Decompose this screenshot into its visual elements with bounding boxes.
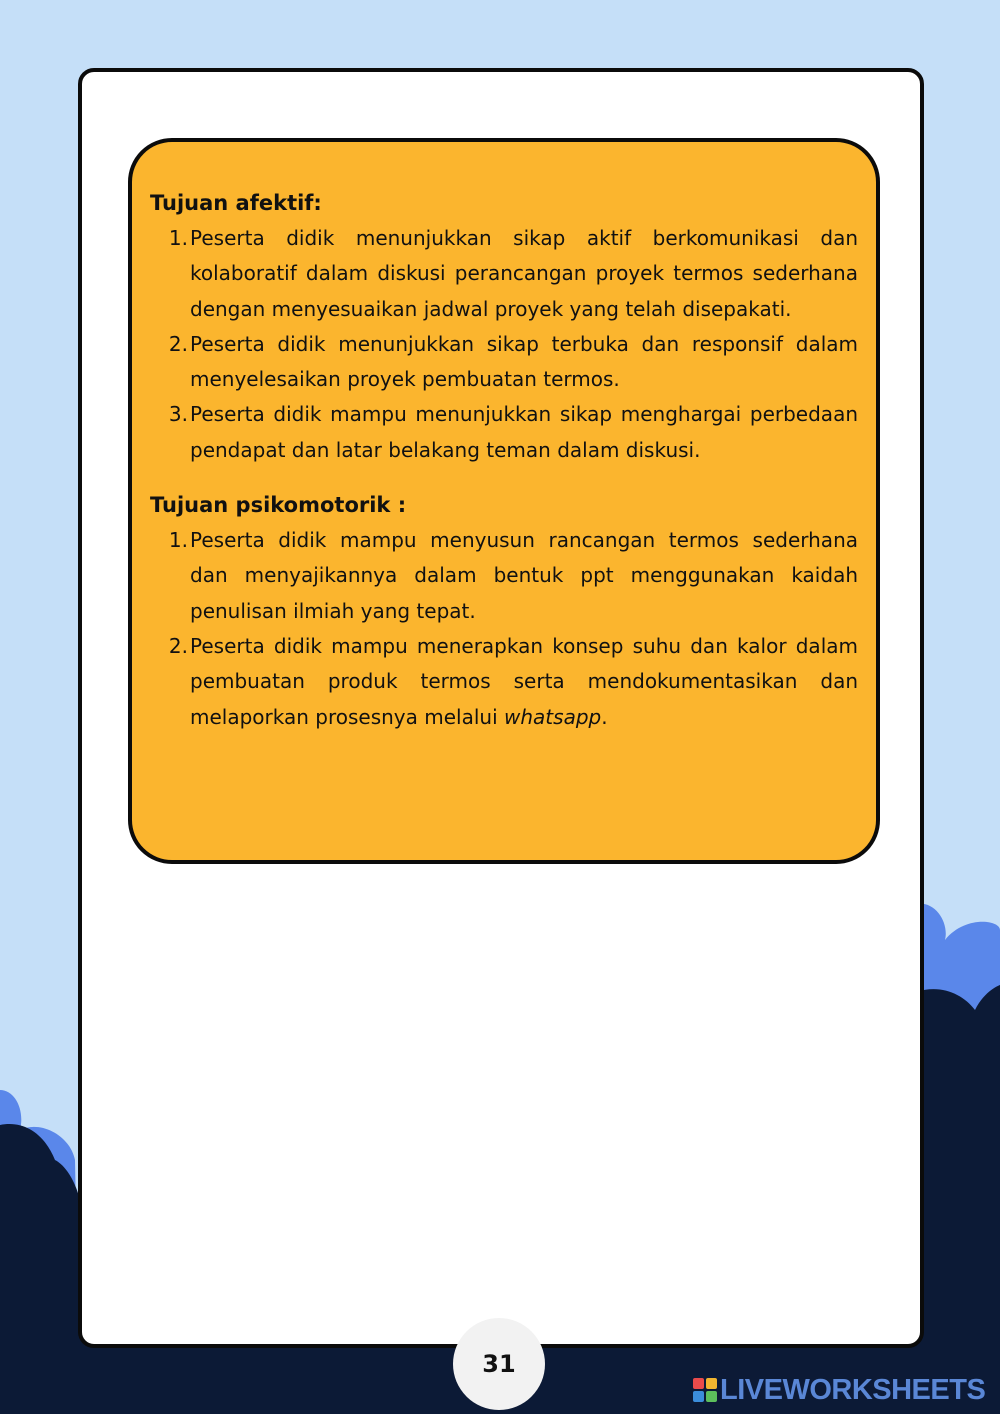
page-number: 31: [453, 1318, 545, 1410]
list-item: [150, 629, 858, 735]
list-item: [150, 221, 858, 327]
item-text: Peserta didik menunjukkan sikap aktif berkomunikasi dan kolaboratif dalam diskusi perancangan proyek termos sederhana dengan menyesuaikan jadwal proyek yang telah disepakati.: [190, 226, 858, 321]
affective-heading: Tujuan afektif:: [150, 191, 322, 215]
item-number: 1.: [168, 528, 188, 553]
liveworksheets-logo-icon: [693, 1378, 717, 1402]
affective-list: [150, 221, 858, 468]
item-text: Peserta didik menunjukkan sikap terbuka dan responsif dalam menyelesaikan proyek pembuatan termos.: [190, 331, 858, 392]
item-text-end: .: [601, 704, 608, 729]
item-text: Peserta didik mampu menerapkan konsep suhu dan kalor dalam pembuatan produk termos serta mendokumentasikan dan melaporkan prosesnya melalui: [190, 633, 858, 729]
item-text: Peserta didik mampu menyusun rancangan termos sederhana dan menyajikannya dalam bentuk ppt menggunakan kaidah penulisan ilmiah yang tepat.: [190, 528, 858, 623]
liveworksheets-watermark: [693, 1372, 985, 1408]
watermark-text: LIVEWORKSHEETS: [720, 1373, 986, 1406]
item-text-italic: whatsapp: [504, 704, 602, 729]
psychomotor-list: [150, 523, 858, 735]
learning-goals-box: [128, 138, 880, 864]
psychomotor-heading: Tujuan psikomotorik :: [150, 493, 407, 518]
item-number: 1.: [168, 226, 188, 250]
item-number: 2.: [168, 633, 188, 658]
list-item: [150, 327, 858, 398]
item-number: 2.: [168, 331, 188, 356]
list-item: [150, 397, 858, 468]
item-number: 3.: [168, 402, 188, 427]
list-item: [150, 523, 858, 629]
item-text: Peserta didik mampu menunjukkan sikap menghargai perbedaan pendapat dan latar belakang teman dalam diskusi.: [190, 402, 858, 462]
